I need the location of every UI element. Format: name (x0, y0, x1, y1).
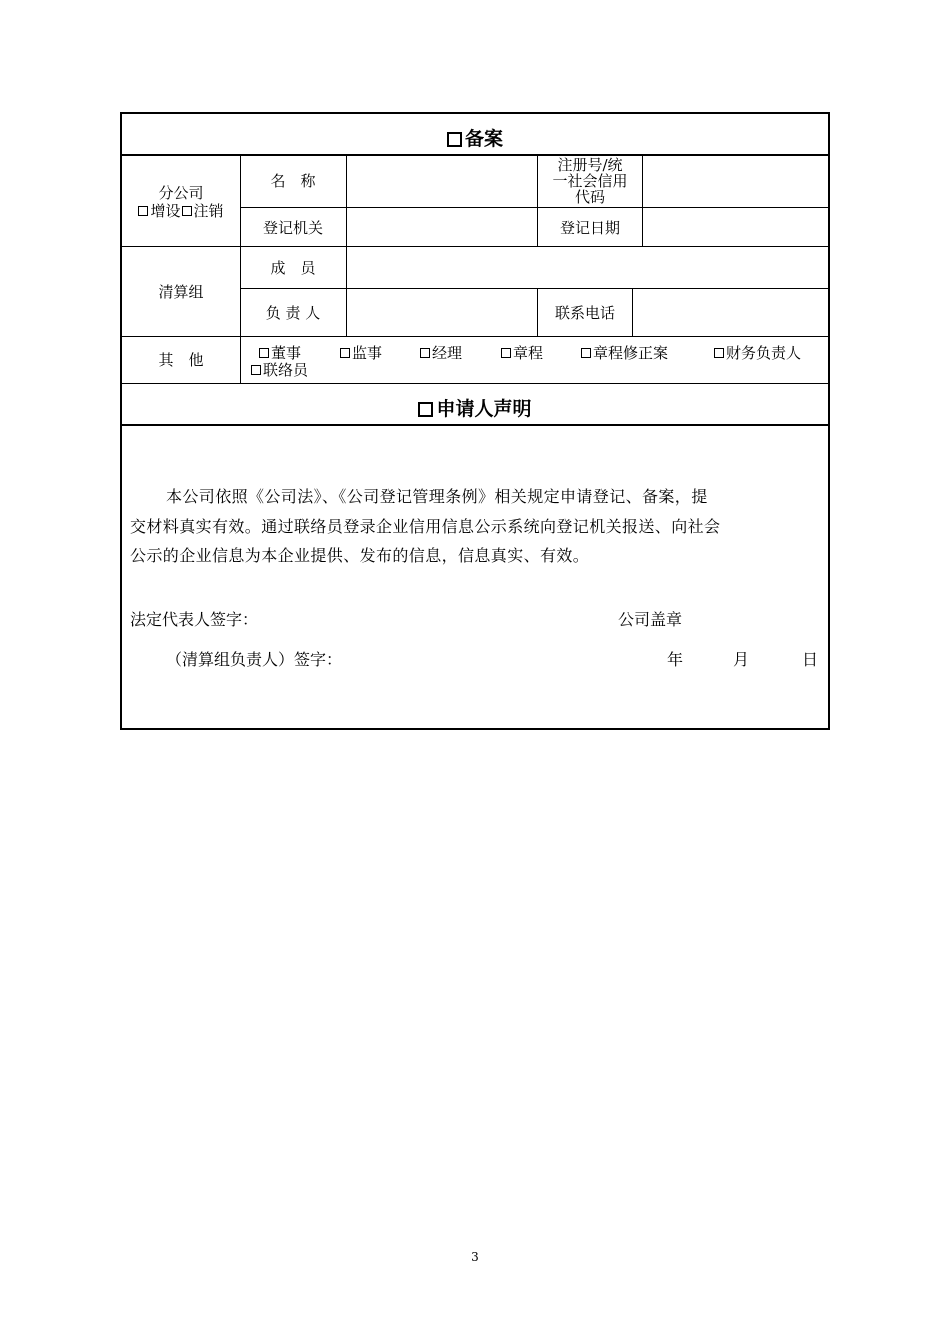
name-field[interactable] (347, 155, 536, 206)
branch-options: 增设 注销 (122, 203, 240, 219)
authority-field[interactable] (347, 208, 536, 245)
option-finance-officer[interactable]: 财务负责人 (714, 345, 801, 361)
phone-label: 联系电话 (554, 304, 615, 322)
date-month-label: 月 (733, 650, 750, 669)
option-supervisor[interactable]: 监事 (340, 345, 382, 361)
declaration-section-title: 申请人声明 (122, 394, 828, 421)
option-articles-amendment[interactable]: 章程修正案 (581, 345, 668, 361)
paragraph-line: 本公司依照《公司法》、《公司登记管理条例》相关规定申请登记、备案，提 (166, 487, 708, 506)
branch-add-checkbox[interactable] (138, 206, 148, 216)
filing-form (120, 112, 830, 730)
liquidation-label: 清算组 (158, 283, 204, 301)
reg-code-field[interactable] (643, 155, 828, 206)
filing-section-title: 备案 (122, 124, 828, 151)
name-label: 名 称 (270, 172, 316, 190)
option-liaison[interactable]: 联络员 (251, 362, 308, 378)
declaration-paragraph (130, 482, 824, 571)
paragraph-line: 交材料真实有效。通过联络员登录企业信用信息公示系统向登记机关报送、向社会 (130, 516, 721, 536)
phone-field[interactable] (633, 289, 828, 335)
leader-field[interactable] (347, 289, 536, 335)
branch-label: 分公司 (158, 184, 204, 202)
option-manager[interactable]: 经理 (420, 345, 462, 361)
checkbox[interactable] (501, 348, 511, 358)
reg-date-label: 登记日期 (559, 219, 620, 237)
checkbox[interactable] (581, 348, 591, 358)
leader-label: 负 责 人 (265, 304, 321, 322)
divider (122, 383, 828, 384)
checkbox[interactable] (259, 348, 269, 358)
paragraph-line: 公示的企业信息为本企业提供、发布的信息，信息真实、有效。 (130, 546, 590, 565)
other-label: 其 他 (158, 351, 204, 369)
company-seal-label: 公司盖章 (618, 610, 683, 629)
divider (122, 336, 828, 337)
filing-checkbox[interactable] (447, 132, 462, 147)
option-director[interactable]: 董事 (259, 345, 301, 361)
members-label: 成 员 (270, 259, 316, 277)
checkbox[interactable] (340, 348, 350, 358)
reg-code-label: 注册号/统 一社会信用 代码 (552, 156, 628, 206)
checkbox[interactable] (251, 365, 261, 375)
option-articles[interactable]: 章程 (501, 345, 543, 361)
divider (122, 424, 828, 426)
date-year-label: 年 (667, 650, 684, 669)
checkbox[interactable] (714, 348, 724, 358)
legal-rep-signature-label: 法定代表人签字： (130, 610, 259, 629)
page-number: 3 (471, 1250, 479, 1264)
declaration-checkbox[interactable] (418, 402, 433, 417)
checkbox[interactable] (420, 348, 430, 358)
liquidation-leader-signature-label: （清算组负责人）签字： (166, 650, 343, 669)
authority-label: 登记机关 (262, 219, 323, 237)
members-field[interactable] (347, 247, 828, 287)
reg-date-field[interactable] (643, 208, 828, 245)
date-day-label: 日 (802, 650, 819, 669)
branch-cancel-checkbox[interactable] (182, 206, 192, 216)
